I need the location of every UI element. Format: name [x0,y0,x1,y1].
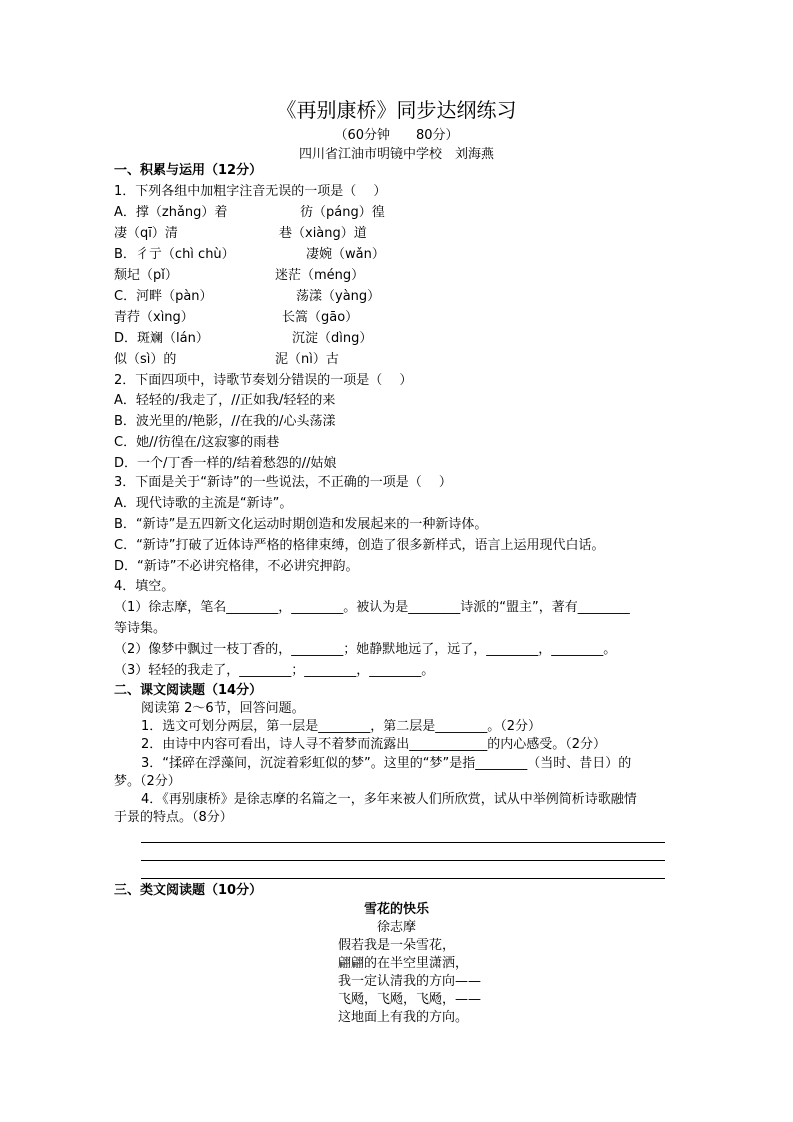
answer-line-2[interactable] [141,860,665,861]
poem-line-2: 翩翩的在半空里潇洒， [338,956,469,971]
q1-option-d-3: 似（sì）的 [114,352,177,367]
q2-stem: 2．下面四项中，诗歌节奏划分错误的一项是（ ） [114,373,413,388]
answer-line-3[interactable] [141,878,665,879]
q1-option-c-1: C．河畔（pàn） [114,289,213,304]
q1-option-d-2: 沉淀（dìng） [292,331,373,346]
q4-part1: （1）徐志摩，笔名________，________。被认为是________诗派的“盟主”，著有________ [114,600,630,615]
q1-option-d-4: 泥（nì）古 [275,352,339,367]
author-line: 四川省江油市明镜中学校 刘海燕 [298,147,494,162]
reading-q2: 2．由诗中内容可看出，诗人寻不着梦而流露出____________的内心感受。（2分） [141,737,607,752]
poem-author: 徐志摩 [376,920,416,935]
reading-intro: 阅读第 2～6节，回答问题。 [141,701,305,716]
q2-option-c: C．她//彷徨在/这寂寥的雨巷 [114,435,280,450]
section3-heading: 三、类文阅读题（10分） [114,883,263,898]
q1-option-c-2: 荡漾（yàng） [296,289,381,304]
q3-option-c: C．“新诗”打破了近体诗严格的格律束缚，创造了很多新样式，语言上运用现代白话。 [114,538,605,553]
reading-q3: 3．“揉碎在浮藻间，沉淀着彩虹似的梦”。这里的“梦”是指________（当时、昔日）的 [141,756,632,771]
q1-option-a-1: A．撑（zhǎng）着 [114,205,228,220]
poem-line-3: 我一定认清我的方向—— [338,974,482,989]
reading-q4: 4．《再别康桥》是徐志摩的名篇之一，多年来被人们所欣赏，试从中举例简析诗歌融情 [141,792,637,807]
q1-option-a-4: 巷（xiàng）道 [279,226,367,241]
reading-q1: 1．选文可划分两层，第一层是________，第二层是________。（2分） [141,719,542,734]
section1-heading: 一、积累与运用（12分） [114,163,263,178]
q1-option-c-3: 青荇（xìng） [114,310,194,325]
q1-option-a-2: 彷（páng）徨 [300,205,385,220]
q1-option-a-3: 凄（qī）清 [114,226,178,241]
q3-option-b: B．“新诗”是五四新文化运动时期创造和发展起来的一种新诗体。 [114,517,488,532]
q1-option-b-1: B．彳亍（chì chù） [114,247,235,262]
poem-line-1: 假若我是一朵雪花， [338,938,456,953]
q3-option-a: A．现代诗歌的主流是“新诗”。 [114,496,293,511]
q2-option-b: B．波光里的/艳影，//在我的/心头荡漾 [114,414,336,429]
poem-title: 雪花的快乐 [363,902,429,917]
q4-part3: （3）轻轻的我走了，________；________，________。 [114,663,435,678]
reading-q3-cont: 梦。（2分） [114,774,181,789]
q1-option-b-2: 凄婉（wǎn） [306,247,385,262]
q1-option-b-3: 颓圮（pǐ） [114,268,178,283]
q1-stem: 1．下列各组中加粗字注音无误的一项是（ ） [114,184,387,199]
q1-option-c-4: 长篙（gāo） [282,310,359,325]
q4-stem: 4．填空。 [114,579,175,594]
q1-option-d-1: D．斑斓（lán） [114,331,209,346]
q3-stem: 3．下面是关于“新诗”的一些说法，不正确的一项是（ ） [114,475,452,490]
q2-option-a: A．轻轻的/我走了，//正如我/轻轻的来 [114,393,336,408]
poem-line-4: 飞飏，飞飏，飞飏，—— [338,992,482,1007]
section2-heading: 二、课文阅读题（14分） [114,683,263,698]
time-score: （60分钟 80分） [334,128,459,143]
q4-part1-cont: 等诗集。 [114,621,167,636]
q2-option-d: D．一个/丁香一样的/结着愁怨的//姑娘 [114,456,337,471]
poem-line-5: 这地面上有我的方向。 [338,1010,469,1025]
reading-q4-cont: 于景的特点。（8分） [114,810,233,825]
q1-option-b-4: 迷茫（méng） [275,268,365,283]
q3-option-d: D．“新诗”不必讲究格律，不必讲究押韵。 [114,559,359,574]
q4-part2: （2）像梦中飘过一枝丁香的，________；她静默地远了，远了，________，________。 [114,642,617,657]
document-title: 《再别康桥》同步达纲练习 [276,98,517,122]
answer-line-1[interactable] [141,842,665,843]
